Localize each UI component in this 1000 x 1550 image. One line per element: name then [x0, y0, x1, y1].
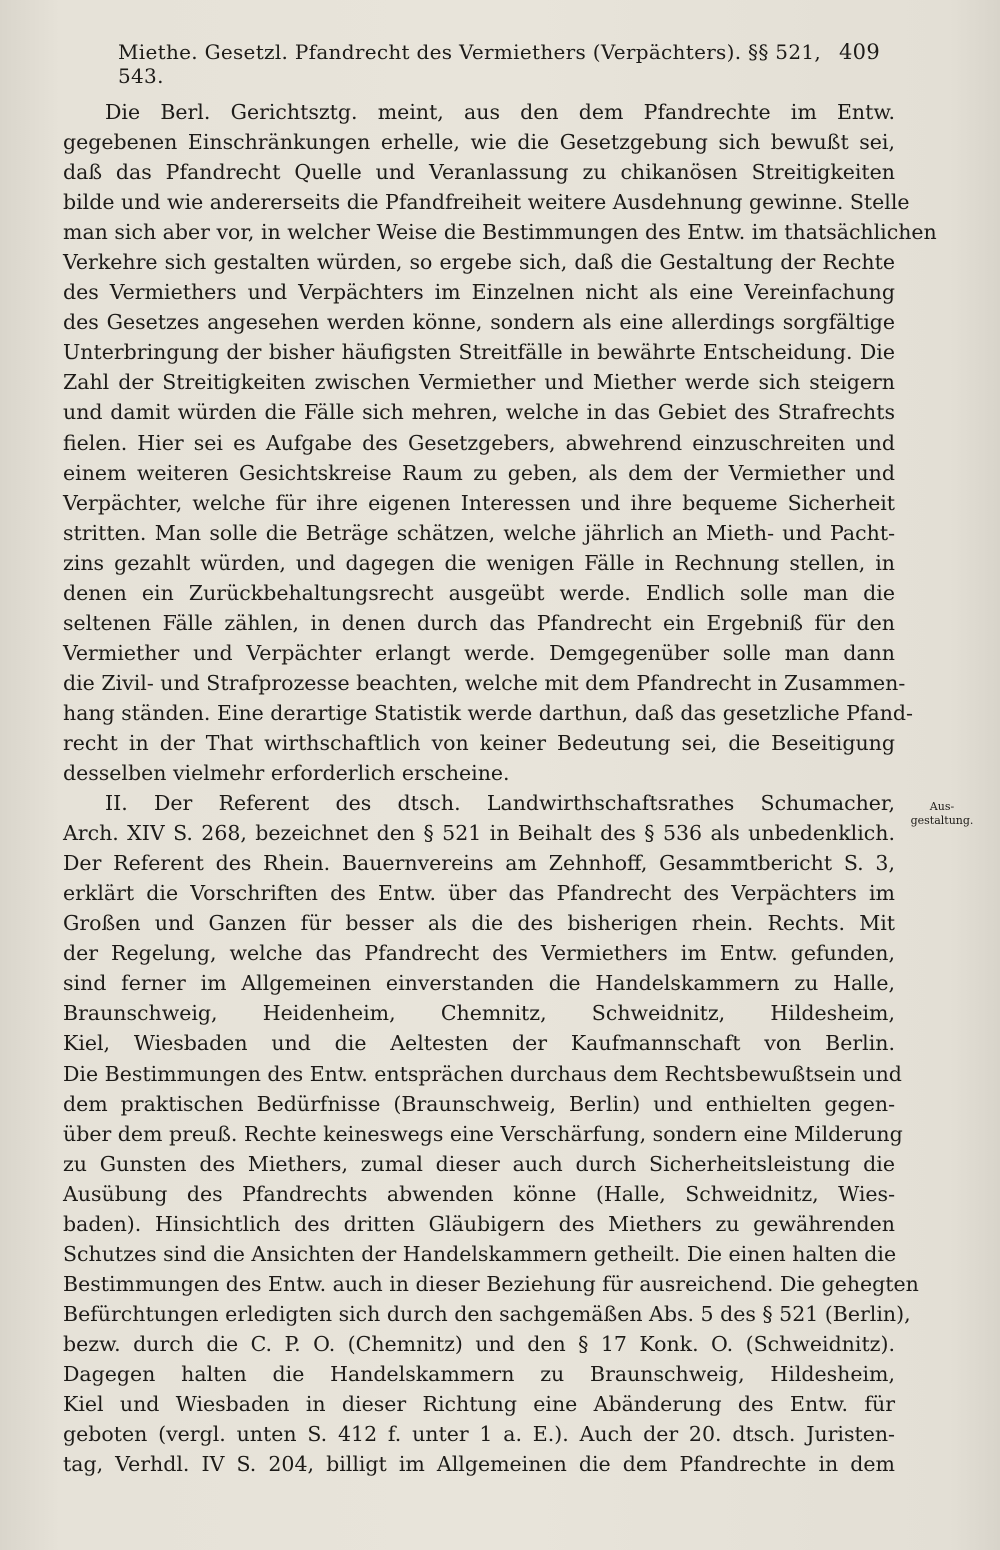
text-line: baden). Hinsichtlich des dritten Gläubigern des Miethers zu gewährenden — [63, 1211, 895, 1236]
text-line: Kiel und Wiesbaden in dieser Richtung eine Abänderung des Entw. für — [63, 1392, 895, 1417]
text-line: denen ein Zurückbehaltungsrecht ausgeübt werde. Endlich solle man die — [63, 580, 895, 605]
text-line: Die Bestimmungen des Entw. entsprächen durchaus dem Rechtsbewußtsein und — [63, 1061, 902, 1086]
text-line: Schutzes sind die Ansichten der Handelskammern getheilt. Die einen halten die — [63, 1241, 897, 1266]
text-line: bezw. durch die C. P. O. (Chemnitz) und den § 17 Konk. O. (Schweidnitz). — [63, 1331, 895, 1356]
text-line: Die Berl. Gerichtsztg. meint, aus den dem Pfandrechte im Entw. — [105, 100, 895, 124]
text-line: bilde und wie andererseits die Pfandfreiheit weitere Ausdehnung gewinne. Stelle — [63, 190, 910, 215]
text-line: Arch. XIV S. 268, bezeichnet den § 521 in Beihalt des § 536 als unbedenklich. — [63, 821, 895, 846]
text-line: Bestimmungen des Entw. auch in dieser Beziehung für ausreichend. Die gehegten — [63, 1271, 919, 1296]
text-line: der Regelung, welche das Pfandrecht des Vermiethers im Entw. gefunden, — [63, 941, 895, 966]
text-line: die Zivil- und Strafprozesse beachten, welche mit dem Pfandrecht in Zusammen- — [63, 670, 906, 695]
text-line: geboten (vergl. unten S. 412 f. unter 1 a. E.). Auch der 20. dtsch. Juristen- — [63, 1422, 895, 1447]
text-line: Verkehre sich gestalten würden, so ergebe sich, daß die Gestaltung der Rechte — [63, 250, 895, 275]
text-line: daß das Pfandrecht Quelle und Veranlassung zu chikanösen Streitigkeiten — [63, 160, 895, 185]
text-line: und damit würden die Fälle sich mehren, welche in das Gebiet des Strafrechts — [63, 400, 895, 425]
margin-note-line: gestaltung. — [910, 814, 974, 827]
text-line: desselben vielmehr erforderlich erscheine. — [63, 761, 510, 786]
text-line: zins gezahlt würden, und dagegen die wenigen Fälle in Rechnung stellen, in — [63, 550, 895, 575]
text-line: hang ständen. Eine derartige Statistik werde darthun, daß das gesetzliche Pfand- — [63, 700, 913, 725]
text-line: Verpächter, welche für ihre eigenen Interessen und ihre bequeme Sicherheit — [63, 490, 895, 515]
page-number: 409 — [839, 40, 880, 64]
running-title: Miethe. Gesetzl. Pfandrecht des Vermiethers (Verpächters). §§ 521, 543. — [118, 40, 822, 88]
text-line: einem weiteren Gesichtskreise Raum zu geben, als dem der Vermiether und — [63, 460, 895, 485]
text-line: recht in der That wirthschaftlich von keiner Bedeutung sei, die Beseitigung — [63, 730, 895, 755]
text-line: des Vermiethers und Verpächters im Einzelnen nicht als eine Vereinfachung — [63, 280, 895, 305]
text-line: Braunschweig, Heidenheim, Chemnitz, Schweidnitz, Hildesheim, — [63, 1001, 895, 1026]
text-line: stritten. Man solle die Beträge schätzen, welche jährlich an Mieth- und Pacht- — [63, 520, 895, 545]
page-header — [118, 40, 880, 88]
text-line: über dem preuß. Rechte keineswegs eine Verschärfung, sondern eine Milderung — [63, 1121, 903, 1146]
text-line: zu Gunsten des Miethers, zumal dieser auch durch Sicherheitsleistung die — [63, 1151, 895, 1176]
text-line: Kiel, Wiesbaden und die Aeltesten der Kaufmannschaft von Berlin. — [63, 1031, 895, 1056]
text-line: dem praktischen Bedürfnisse (Braunschweig, Berlin) und enthielten gegen- — [63, 1091, 895, 1116]
text-line: erklärt die Vorschriften des Entw. über das Pfandrecht des Verpächters im — [63, 881, 895, 906]
text-line: Ausübung des Pfandrechts abwenden könne (Halle, Schweidnitz, Wies- — [63, 1181, 895, 1206]
text-line: man sich aber vor, in welcher Weise die Bestimmungen des Entw. im thatsächlichen — [63, 220, 937, 245]
text-line: Unterbringung der bisher häufigsten Streitfälle in bewährte Entscheidung. Die — [63, 340, 895, 365]
margin-note-line: Aus- — [929, 800, 955, 813]
body-text — [63, 97, 937, 1479]
text-line: fielen. Hier sei es Aufgabe des Gesetzgebers, abwehrend einzuschreiten und — [63, 430, 895, 455]
text-line: II. Der Referent des dtsch. Landwirthschaftsrathes Schumacher, — [105, 791, 895, 816]
text-line: seltenen Fälle zählen, in denen durch das Pfandrecht ein Ergebniß für den — [63, 610, 895, 635]
text-line: Vermiether und Verpächter erlangt werde. Demgegenüber solle man dann — [63, 640, 895, 665]
text-line: des Gesetzes angesehen werden könne, sondern als eine allerdings sorgfältige — [63, 310, 895, 335]
text-line: Zahl der Streitigkeiten zwischen Vermiether und Miether werde sich steigern — [63, 370, 895, 395]
text-line: sind ferner im Allgemeinen einverstanden die Handelskammern zu Halle, — [63, 971, 895, 996]
margin-note — [902, 800, 982, 828]
text-line: Dagegen halten die Handelskammern zu Braunschweig, Hildesheim, — [63, 1361, 895, 1386]
text-line: gegebenen Einschränkungen erhelle, wie die Gesetzgebung sich bewußt sei, — [63, 130, 895, 155]
text-line: tag, Verhdl. IV S. 204, billigt im Allgemeinen die dem Pfandrechte in dem — [63, 1452, 895, 1477]
text-line: Großen und Ganzen für besser als die des bisherigen rhein. Rechts. Mit — [63, 911, 895, 936]
text-line: Befürchtungen erledigten sich durch den sachgemäßen Abs. 5 des § 521 (Berlin), — [63, 1301, 911, 1326]
text-line: Der Referent des Rhein. Bauernvereins am Zehnhoff, Gesammtbericht S. 3, — [63, 851, 895, 876]
